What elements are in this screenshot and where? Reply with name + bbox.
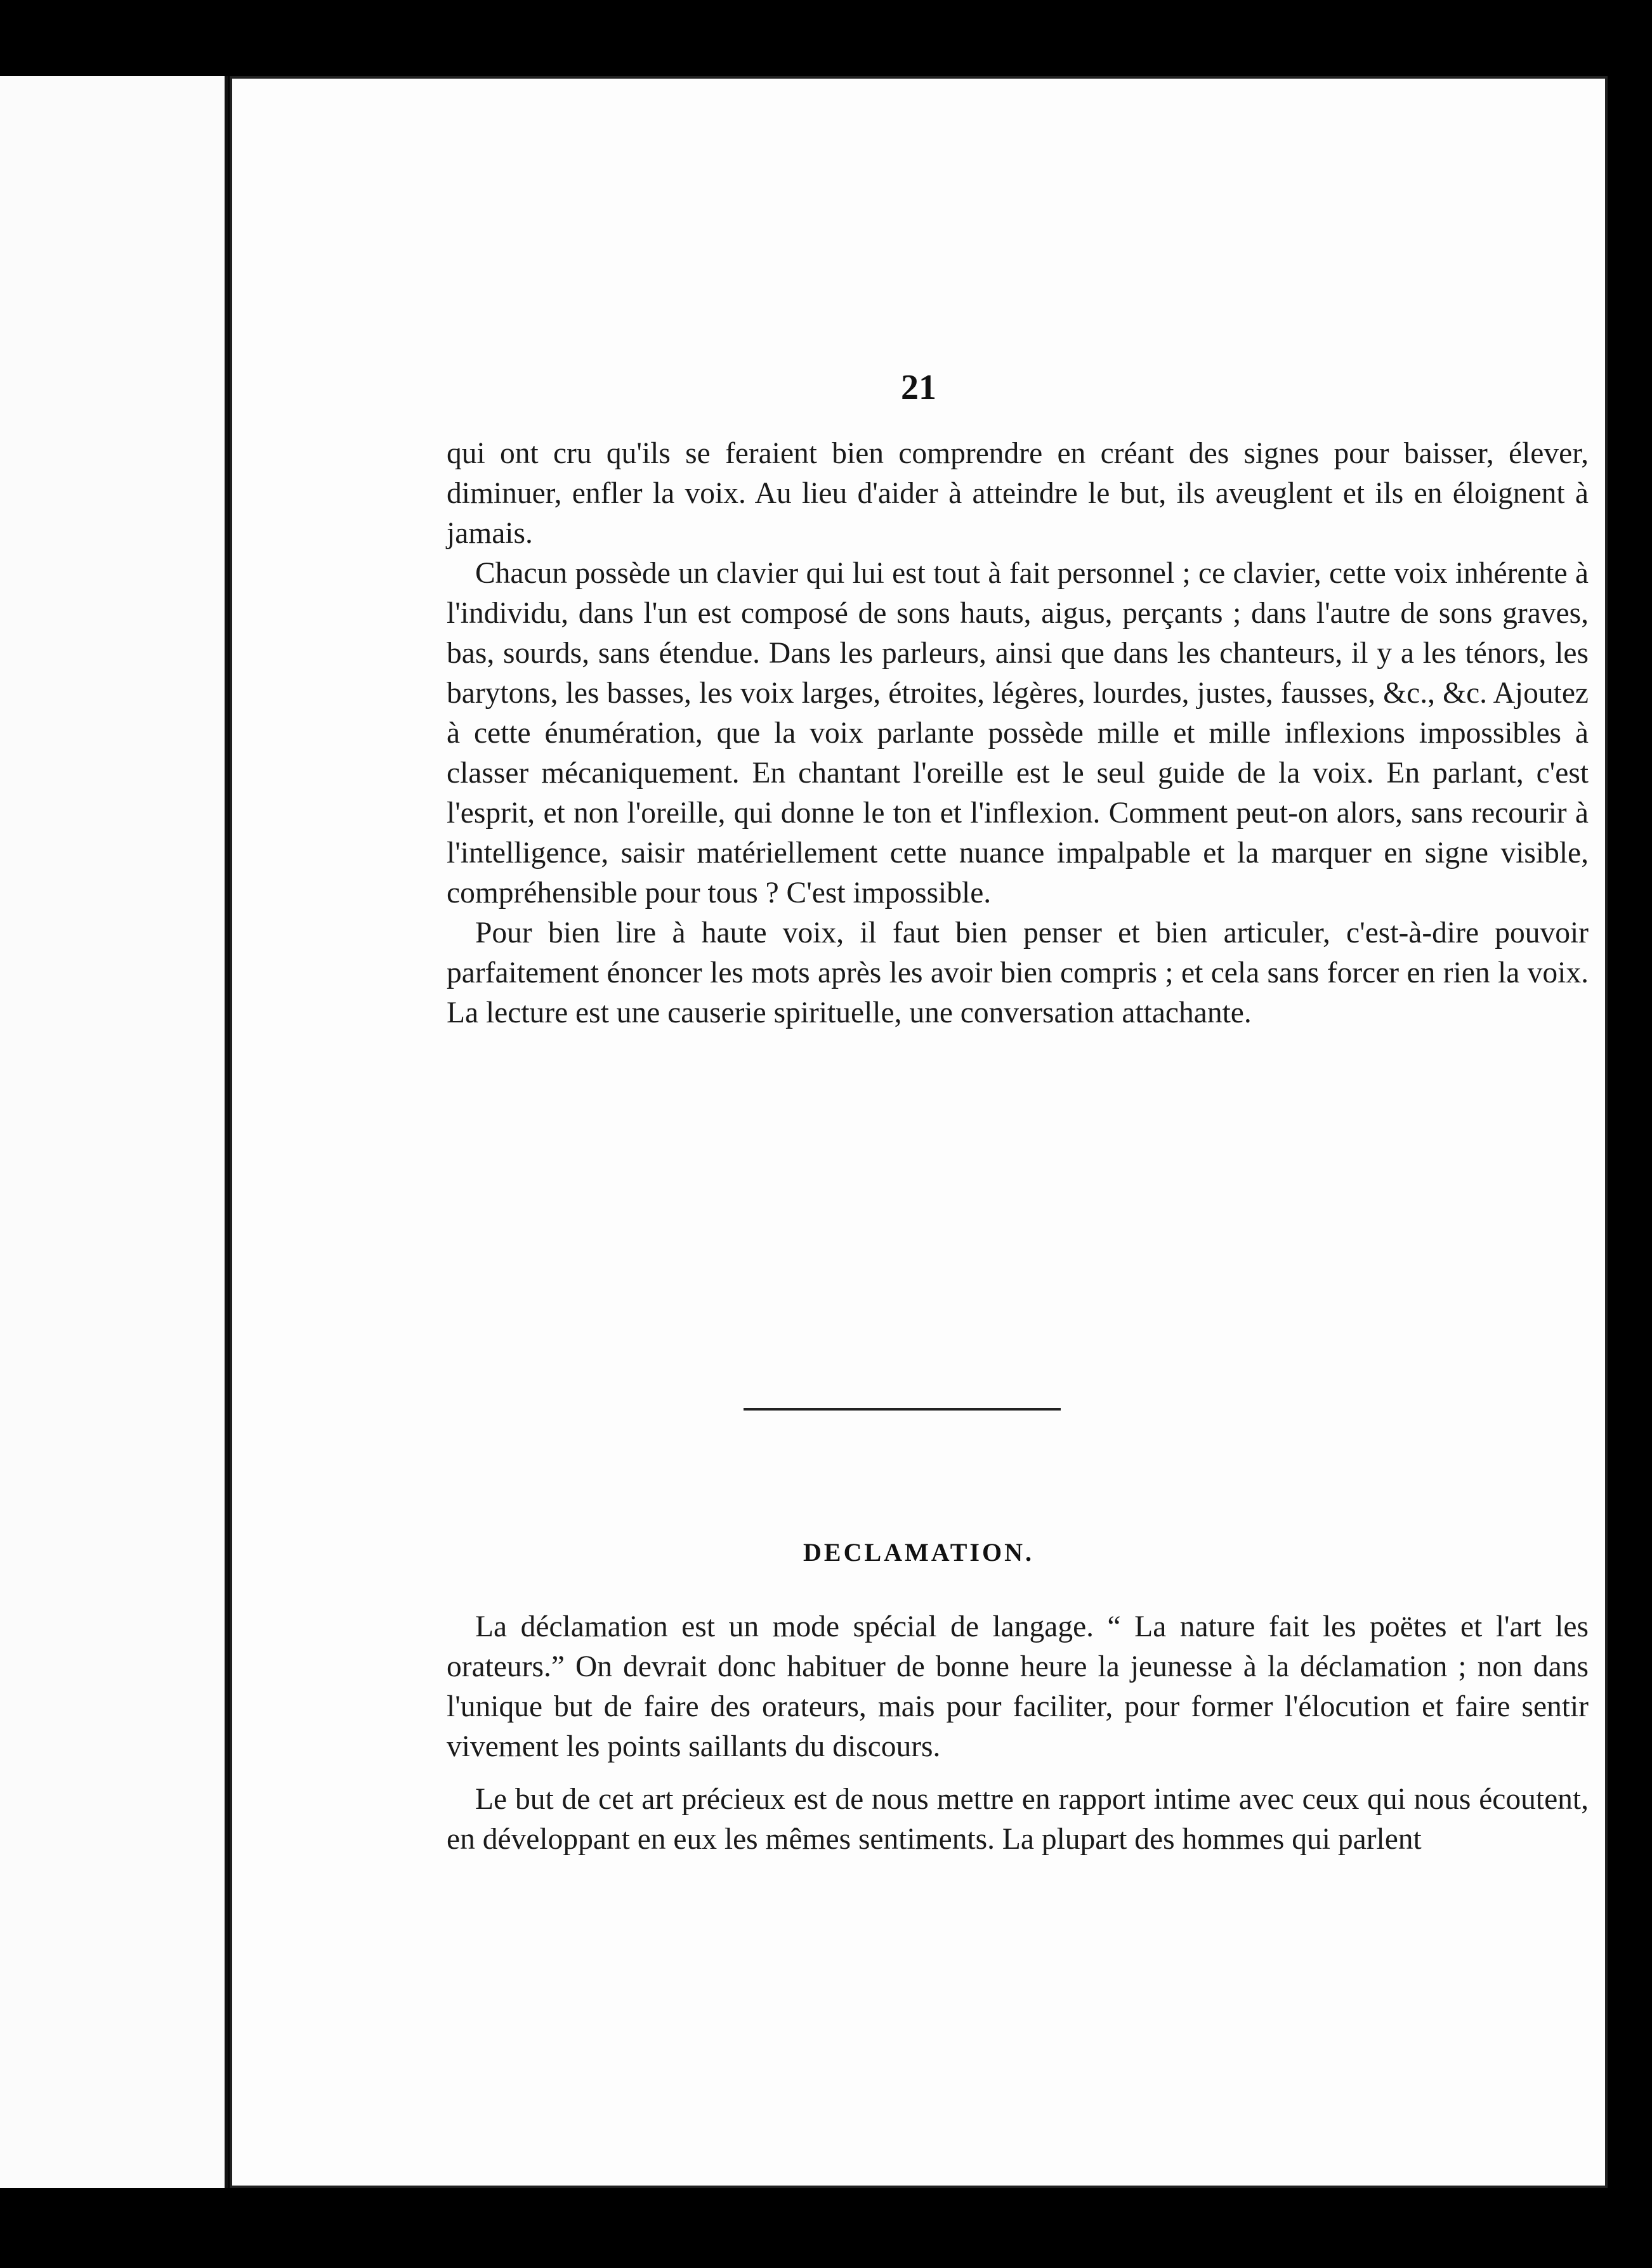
section-heading: DECLAMATION. [803, 1538, 1034, 1567]
paragraph: La déclamation est un mode spécial de langage. “ La nature fait les poëtes et l'art les orateurs.” On devrait donc habituer de bonne heure la jeunesse à la déclamation ; non dans l'unique but de faire des orateurs, mais pour faciliter, pour former l'élocution et faire sentir vivement les points saillants du discours. [447, 1610, 1589, 1763]
facing-page-edge [0, 76, 228, 2188]
page-number: 21 [901, 368, 936, 407]
book-page [230, 76, 1608, 2188]
section-2-text [447, 1607, 1589, 1860]
paragraph: Le but de cet art précieux est de nous mettre en rapport intime avec ceux qui nous écoutent, en développant en eux les mêmes sentiments. La plupart des hommes qui parlent [447, 1783, 1589, 1856]
section-1-text [447, 434, 1589, 1033]
section-divider [744, 1408, 1061, 1411]
paragraph-continuation: qui ont cru qu'ils se feraient bien comprendre en créant des signes pour baisser, élever, diminuer, enfler la voix. Au lieu d'aider à atteindre le but, ils aveuglent et ils en éloignent à jamais. [447, 437, 1589, 550]
paragraph: Chacun possède un clavier qui lui est tout à fait personnel ; ce clavier, cette voix inhérente à l'individu, dans l'un est composé de sons hauts, aigus, perçants ; dans l'autre de sons graves, bas, sourds, sans étendue. Dans les parleurs, ainsi que dans les chanteurs, il y a les ténors, les barytons, les basses, les voix larges, étroites, légères, lourdes, justes, fausses, &c., &c. Ajoutez à cette énumération, que la voix parlante possède mille et mille inflexions impossibles à classer mécaniquement. En chantant l'oreille est le seul guide de la voix. En parlant, c'est l'esprit, et non l'oreille, qui donne le ton et l'inflexion. Comment peut-on alors, sans recourir à l'intelligence, saisir matériellement cette nuance impalpable et la marquer en signe visible, compréhensible pour tous ? C'est impossible. [447, 557, 1589, 909]
paragraph: Pour bien lire à haute voix, il faut bien penser et bien articuler, c'est-à-dire pouvoir parfaitement énoncer les mots après les avoir bien compris ; et cela sans forcer en rien la voix. La lecture est une causerie spirituelle, une conversation attachante. [447, 916, 1589, 1029]
